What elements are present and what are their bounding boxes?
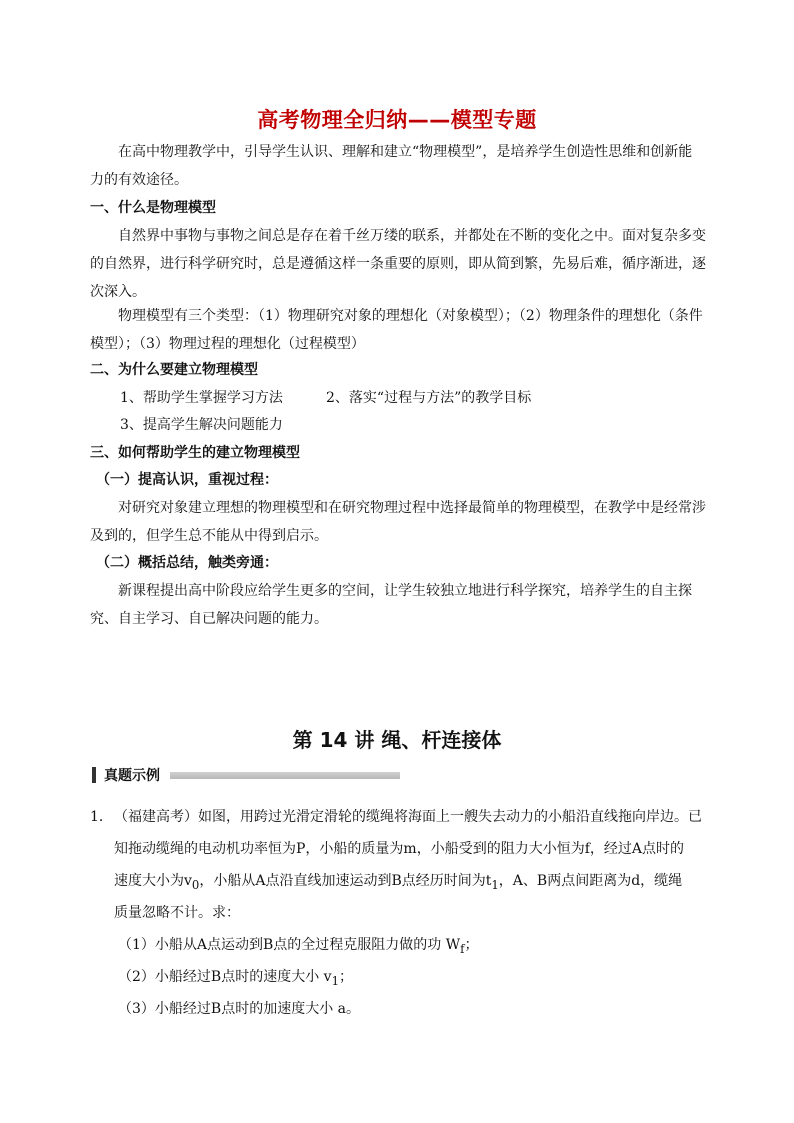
section-rule — [170, 772, 400, 779]
intro-paragraph: 在高中物理教学中，引导学生认识、理解和建立“物理模型”，是培养学生创造性思维和创新能力的有效途径。 — [90, 144, 693, 188]
question-line2: 知拖动缆绳的电动机功率恒为P，小船的质量为m，小船受到的阻力大小恒为f，经过A点时的 — [114, 841, 684, 857]
question-text-line1: （福建高考）如图，用跨过光滑定滑轮的缆绳将海面上一艘失去动力的小船沿直线拖向岸边。已 — [114, 809, 702, 825]
question-sub3: （3）小船经过B点时的加速度大小 a。 — [118, 1001, 360, 1017]
sub1-end: ； — [464, 937, 479, 953]
question-line4: 质量忽略不计。求： — [114, 905, 240, 921]
question-line3-part-c: ，小船从A点沿直线加速运动到B点经历时间为t — [199, 873, 492, 889]
sub2-text: （2）小船经过B点时的速度大小 v — [118, 969, 332, 985]
question-line3-part-e: ，A、B两点间距离为d，缆绳 — [498, 873, 683, 889]
section2-item3: 3、提高学生解决问题能力 — [120, 417, 283, 433]
lecture-title: 第 14 讲 绳、杆连接体 — [292, 728, 502, 752]
subscript-wf: f — [460, 941, 465, 956]
subscript-v0: 0 — [191, 877, 200, 892]
sub2-end: ； — [338, 969, 353, 985]
question-line1 — [90, 802, 715, 832]
question-sub2 — [118, 962, 353, 996]
section3-sub1-text: 对研究对象建立理想的物理模型和在研究物理过程中选择最简单的物理模型，在教学中是经常涉及到的，但学生总不能从中得到启示。 — [90, 500, 706, 544]
subscript-t1: 1 — [491, 877, 499, 892]
sub1-text: （1）小船从A点运动到B点的全过程克服阻力做的功 W — [118, 937, 461, 953]
section3-sub2-heading: （二）概括总结，触类旁通： — [96, 555, 278, 571]
section3-sub2-text: 新课程提出高中阶段应给学生更多的空间，让学生较独立地进行科学探究，培养学生的自主探究、自主学习、自已解决问题的能力。 — [90, 583, 692, 627]
section-label: 真题示例 — [104, 768, 160, 784]
section2-item2: 2、落实“过程与方法”的教学目标 — [326, 390, 532, 406]
section1-paragraph2: 物理模型有三个类型：（1）物理研究对象的理想化（对象模型）；（2）物理条件的理想化（条件模型）；（3）物理过程的理想化（过程模型） — [90, 308, 703, 352]
section1-paragraph1: 自然界中事物与事物之间总是存在着千丝万缕的联系，并都处在不断的变化之中。面对复杂多变的自然界，进行科学研究时，总是遵循这样一条重要的原则，即从简到繁，先易后难，循序渐进，逐次深入。 — [90, 228, 706, 300]
document-title: 高考物理全归纳——模型专题 — [257, 108, 537, 132]
question-number: 1． — [90, 809, 113, 825]
section2-item1: 1、帮助学生掌握学习方法 — [120, 390, 283, 406]
section1-heading: 一、什么是物理模型 — [90, 200, 216, 216]
question-line3 — [114, 866, 714, 900]
section3-heading: 三、如何帮助学生的建立物理模型 — [90, 445, 300, 461]
section3-sub1-heading: （一）提高认识，重视过程： — [96, 472, 278, 488]
subscript-v1: 1 — [331, 973, 339, 988]
question-line3-part-a: 速度大小为v — [114, 873, 192, 889]
question-sub1 — [118, 930, 478, 964]
section-bar — [92, 765, 400, 785]
section-marker — [92, 767, 96, 783]
section2-heading: 二、为什么要建立物理模型 — [90, 362, 258, 378]
